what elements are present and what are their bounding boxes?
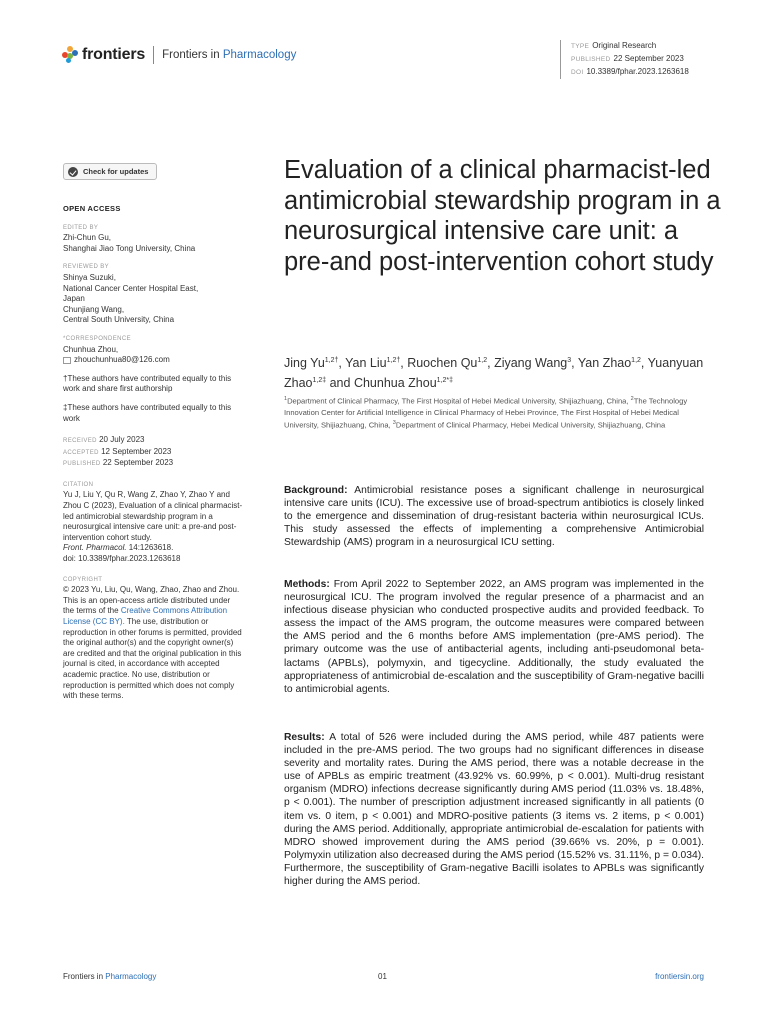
author: Ruochen Qu xyxy=(407,356,478,371)
published-date: 22 September 2023 xyxy=(613,54,684,63)
check-updates-button[interactable]: Check for updates xyxy=(63,163,157,180)
accepted-date: ACCEPTED 12 September 2023 xyxy=(63,446,172,456)
abstract-results: Results: A total of 526 were included during the AMS period, while 487 patients were included in the pre-AMS period. The two groups had no significant differences in disease severity and mortality rates. During the AMS period, there was a notable decrease in the use of APBLs as empiric treatment (43.92% vs. 60.99%, p < 0.001). Multi-drug resistant organism (MDRO) infections decrease significantly during AMS period (11.03% vs. 18.48%, p < 0.001). The number of prescription adjustment increased significantly in all patients (0 item vs. 0 item, p < 0.001) and MDRO-positive patients (3 items vs. 2 items, p < 0.001) during the AMS period. Additionally, appropriate antimicrobial de-escalation for patients with MDRO showed improvement during the AMS period (39.66% vs. 20%, p = 0.001). Polymyxin utilization also decreased during the AMS period (15.52% vs. 31.11%, p = 0.034). Furthermore, the susceptibility of Gram-negative Bacilli isolates to APBLs was significantly higher during the AMS period. xyxy=(284,732,705,888)
page-number: 01 xyxy=(378,972,387,981)
author: Chunhua Zhou xyxy=(353,376,437,391)
footnote-first-author: †These authors have contributed equally to this work and share first authorship xyxy=(63,373,232,394)
abstract-background: Background: Antimicrobial resistance poses a significant challenge in neurosurgical intensive care units (ICU). The excessive use of broad-spectrum antibiotics is closely linked to the emergence and dissemination of drug-resistant bacteria within neurosurgical ICUs. This study assessed the effects of implementing a comprehensive Antimicrobial Stewardship (AMS) program in a neurosurgical ICU setting. xyxy=(284,485,704,549)
logo-divider xyxy=(153,46,154,64)
affiliations: $^1$Department of Clinical Pharmacy, The First Hospital of Hebei Medical University, Shijiazhuang, China, $^2$The Technology Innovation Center for Artificial Intelligence in Clinical Pharmacy of Hebei Province, The First Hospital of Hebei Medical University, Shijiazhuang, China, $^3$Department of Clinical Pharmacy, Hebei Medical University, Shijiazhuang, China xyxy=(284,396,688,430)
reviewed-by: Shinya Suzuki, National Cancer Center Hospital East, Japan Chunjiang Wang, Central South University, China xyxy=(63,272,199,325)
edited-by: Zhi-Chun Gu, Shanghai Jiao Tong University, China xyxy=(63,233,196,253)
author: Yan Liu xyxy=(345,356,387,371)
frontiers-logo-icon xyxy=(62,46,78,64)
author: Yan Zhao xyxy=(577,356,632,371)
correspondence-name: Chunhua Zhou, xyxy=(63,344,119,354)
sidebar-info: OPEN ACCESS EDITED BY Zhi-Chun Gu, Shanghai Jiao Tong University, China REVIEWED BY Shinya Suzuki, National Cancer Center Hospital East, Japan Chunjiang Wang, Central South University, China *CORRESPONDENCE Chunhua Zhou, zhouchunhua80@126.com †These authors have contributed equally to this work and share first authorship ‡These authors have contributed equally to this work RECEIVED 20 July 2023 ACCEPTED 12 September 2023 PUBLISHED 22 September 2023 CITATION Yu J, Liu Y, Qu R, Wang Z, Zhao Y, Zhao Y and Zhou C (2023), Evaluation of a clinical pharmacist-led antimicrobial stewardship program in a neurosurgical intensive care unit: a pre-and post-intervention cohort study. Front. Pharmacol. 14:1263618. doi: 10.3389/fphar.2023.1263618 COPYRIGHT © 2023 Yu, Liu, Qu, Wang, Zhao, Zhao and Zhou. This is an open-access article distributed under the terms of the Creative Commons Attribution License (CC BY). The use, distribution or reproduction in other forums is permitted, provided the original author(s) and the copyright owner(s) are credited and that the original publication in this journal is cited, in accordance with accepted academic practice. No use, distribution or reproduction is permitted which does not comply with these terms. xyxy=(63,204,243,701)
author-list: Jing $Yu^{1,2\dagger}$, Yan Liu$^{1,2\dagger}$, Ruochen Qu$^{1,2}$, Ziyang Wang$^3$, Yan Zhao$^{1,2}$, Yuanyuan Zhao$^{1,2\ddagger}$ and Chunhua Zhou$^{1,2*\ddagger}$ xyxy=(284,356,704,391)
footer-site-link[interactable]: frontiersin.org xyxy=(655,972,704,981)
open-access-label: OPEN ACCESS xyxy=(63,204,121,213)
article-title: Evaluation of a clinical pharmacist-led antimicrobial stewardship program in a neurosurgical intensive care unit: a pre-and post-intervention cohort study xyxy=(284,156,721,276)
citation: Yu J, Liu Y, Qu R, Wang Z, Zhao Y, Zhao Y and Zhou C (2023), Evaluation of a clinical pharmacist-led antimicrobial stewardship program in a neurosurgical intensive care unit: a pre-and post-intervention cohort study. Front. Pharmacol. 14:1263618. doi: 10.3389/fphar.2023.1263618 xyxy=(63,490,243,564)
citation-doi[interactable]: doi: 10.3389/fphar.2023.1263618 xyxy=(63,554,181,564)
received-date: RECEIVED 20 July 2023 xyxy=(63,435,145,445)
footer-journal: Frontiers in Pharmacology xyxy=(63,972,157,981)
author: Jing Yu xyxy=(284,356,325,371)
author: Ziyang Wang xyxy=(494,356,568,371)
journal-title: Frontiers in Pharmacology xyxy=(162,49,297,61)
logo-text: frontiers xyxy=(82,46,146,63)
check-icon xyxy=(68,167,78,177)
author: Yuanyuan Zhao xyxy=(284,356,704,391)
mail-icon xyxy=(63,357,71,364)
abstract-methods: Methods: From April 2022 to September 2022, an AMS program was implemented in the neurosurgical ICU. The program involved the regular presence of a pharmacist and an infectious disease physician who conducted prospective audits and provided feedback. To assess the impact of the AMS program, the outcome measures were compared between the AMS period and the 6 months before AMS implementation (pre-AMS period). The primary outcome was the use of antibacterial agents, including anti-pseudomonal beta-lactams (APBLs), polymyxin, and tigecycline. Additionally, the study evaluated the appropriateness of antimicrobial de-escalation and the susceptibility of Gram-negative bacilli to antimicrobial agents. xyxy=(284,579,704,695)
published-date-sidebar: PUBLISHED 22 September 2023 xyxy=(63,458,174,468)
frontiers-logo[interactable] xyxy=(62,46,296,64)
cc-by-link[interactable]: Creative Commons Attribution License (CC BY). xyxy=(63,606,228,626)
correspondence-email[interactable]: zhouchunhua80@126.com xyxy=(63,355,243,366)
footnote-equal-contribution: ‡These authors have contributed equally to this work xyxy=(63,402,232,423)
article-meta: TYPE Original Research PUBLISHED 22 September 2023 DOI 10.3389/fphar.2023.1263618 xyxy=(560,40,689,79)
copyright: © 2023 Yu, Liu, Qu, Wang, Zhao, Zhao and Zhou. This is an open-access article distributed under the terms of the Creative Commons Attribution License (CC BY). The use, distribution or reproduction in other forums is permitted, provided the original author(s) and the copyright owner(s) are credited and that the original publication in this journal is cited, in accordance with accepted academic practice. No use, distribution or reproduction is permitted which does not comply with these terms. xyxy=(63,585,242,701)
article-type: Original Research xyxy=(592,41,657,50)
doi[interactable]: 10.3389/fphar.2023.1263618 xyxy=(586,67,689,76)
